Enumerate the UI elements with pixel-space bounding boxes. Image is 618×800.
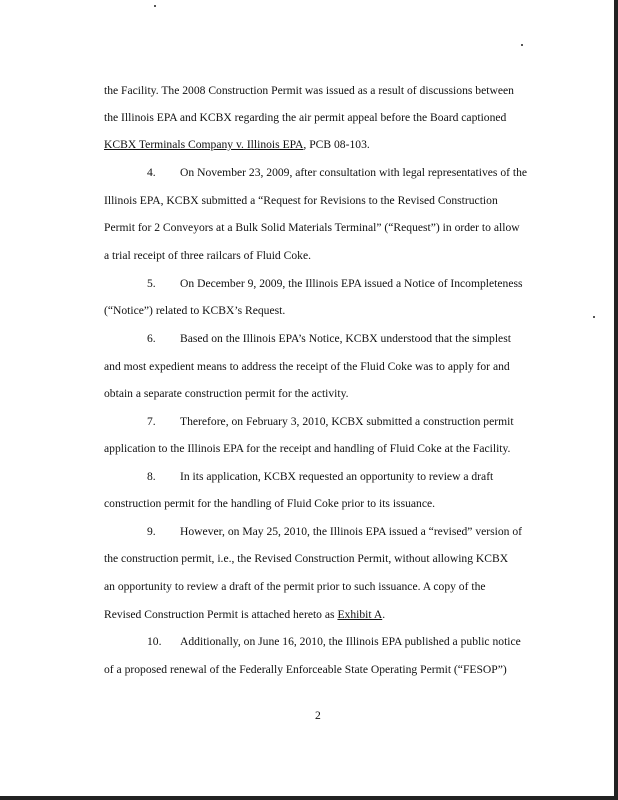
body-line: the Facility. The 2008 Construction Permit was issued as a result of discussions between: [104, 84, 514, 97]
paragraph-text: In its application, KCBX requested an opportunity to review a draft: [180, 470, 494, 483]
paragraph-text: Therefore, on February 3, 2010, KCBX submitted a construction permit: [180, 415, 514, 428]
paragraph-8-first-line: [147, 470, 493, 484]
body-line: Illinois EPA, KCBX submitted a “Request for Revisions to the Revised Construction: [104, 194, 498, 207]
paragraph-text: On November 23, 2009, after consultation with legal representatives of the: [180, 166, 528, 179]
case-caption: KCBX Terminals Company v. Illinois EPA: [104, 138, 304, 151]
body-line: application to the Illinois EPA for the receipt and handling of Fluid Coke at the Facility.: [104, 442, 511, 455]
body-line: Permit for 2 Conveyors at a Bulk Solid Materials Terminal” (“Request”) in order to allow: [104, 221, 520, 234]
paragraph-number: 4.: [147, 166, 156, 179]
paragraph-10-first-line: [147, 635, 521, 649]
paragraph-number: 8.: [147, 470, 156, 483]
paragraph-number: 5.: [147, 277, 156, 290]
paragraph-text: On December 9, 2009, the Illinois EPA issued a Notice of Incompleteness: [180, 277, 523, 290]
paragraph-text: Additionally, on June 16, 2010, the Illinois EPA published a public notice: [180, 635, 521, 648]
scan-border-right: [614, 0, 618, 800]
scan-border-bottom: [0, 796, 618, 800]
body-text: .: [382, 608, 386, 621]
case-number: , PCB 08-103.: [303, 138, 370, 151]
paragraph-number: 9.: [147, 525, 156, 538]
scan-speck: [154, 5, 156, 7]
page-number: 2: [315, 709, 321, 722]
body-line: construction permit for the handling of Fluid Coke prior to its issuance.: [104, 497, 436, 510]
paragraph-number: 6.: [147, 332, 156, 345]
paragraph-4-first-line: [147, 166, 527, 180]
paragraph-7-first-line: [147, 415, 514, 429]
body-line: and most expedient means to address the receipt of the Fluid Coke was to apply for and: [104, 360, 510, 373]
body-line: [104, 138, 370, 152]
body-line: obtain a separate construction permit for the activity.: [104, 387, 349, 400]
paragraph-number: 7.: [147, 415, 156, 428]
paragraph-5-first-line: [147, 277, 523, 291]
body-line: the construction permit, i.e., the Revised Construction Permit, without allowing KCBX: [104, 552, 509, 565]
body-line: the Illinois EPA and KCBX regarding the air permit appeal before the Board captioned: [104, 111, 507, 124]
body-text: Revised Construction Permit is attached hereto as: [104, 608, 338, 621]
body-line: an opportunity to review a draft of the permit prior to such issuance. A copy of the: [104, 580, 486, 593]
body-line: a trial receipt of three railcars of Fluid Coke.: [104, 249, 311, 262]
body-line: (“Notice”) related to KCBX’s Request.: [104, 304, 286, 317]
body-line: of a proposed renewal of the Federally Enforceable State Operating Permit (“FESOP”): [104, 663, 507, 676]
scan-speck: [521, 44, 523, 46]
paragraph-6-first-line: [147, 332, 511, 346]
body-line: [104, 608, 385, 622]
scan-speck: [593, 316, 595, 318]
paragraph-text: Based on the Illinois EPA’s Notice, KCBX understood that the simplest: [180, 332, 511, 345]
paragraph-text: However, on May 25, 2010, the Illinois EPA issued a “revised” version of: [180, 525, 523, 538]
paragraph-number: 10.: [147, 635, 162, 648]
exhibit-reference: Exhibit A: [337, 608, 383, 621]
paragraph-9-first-line: [147, 525, 522, 539]
